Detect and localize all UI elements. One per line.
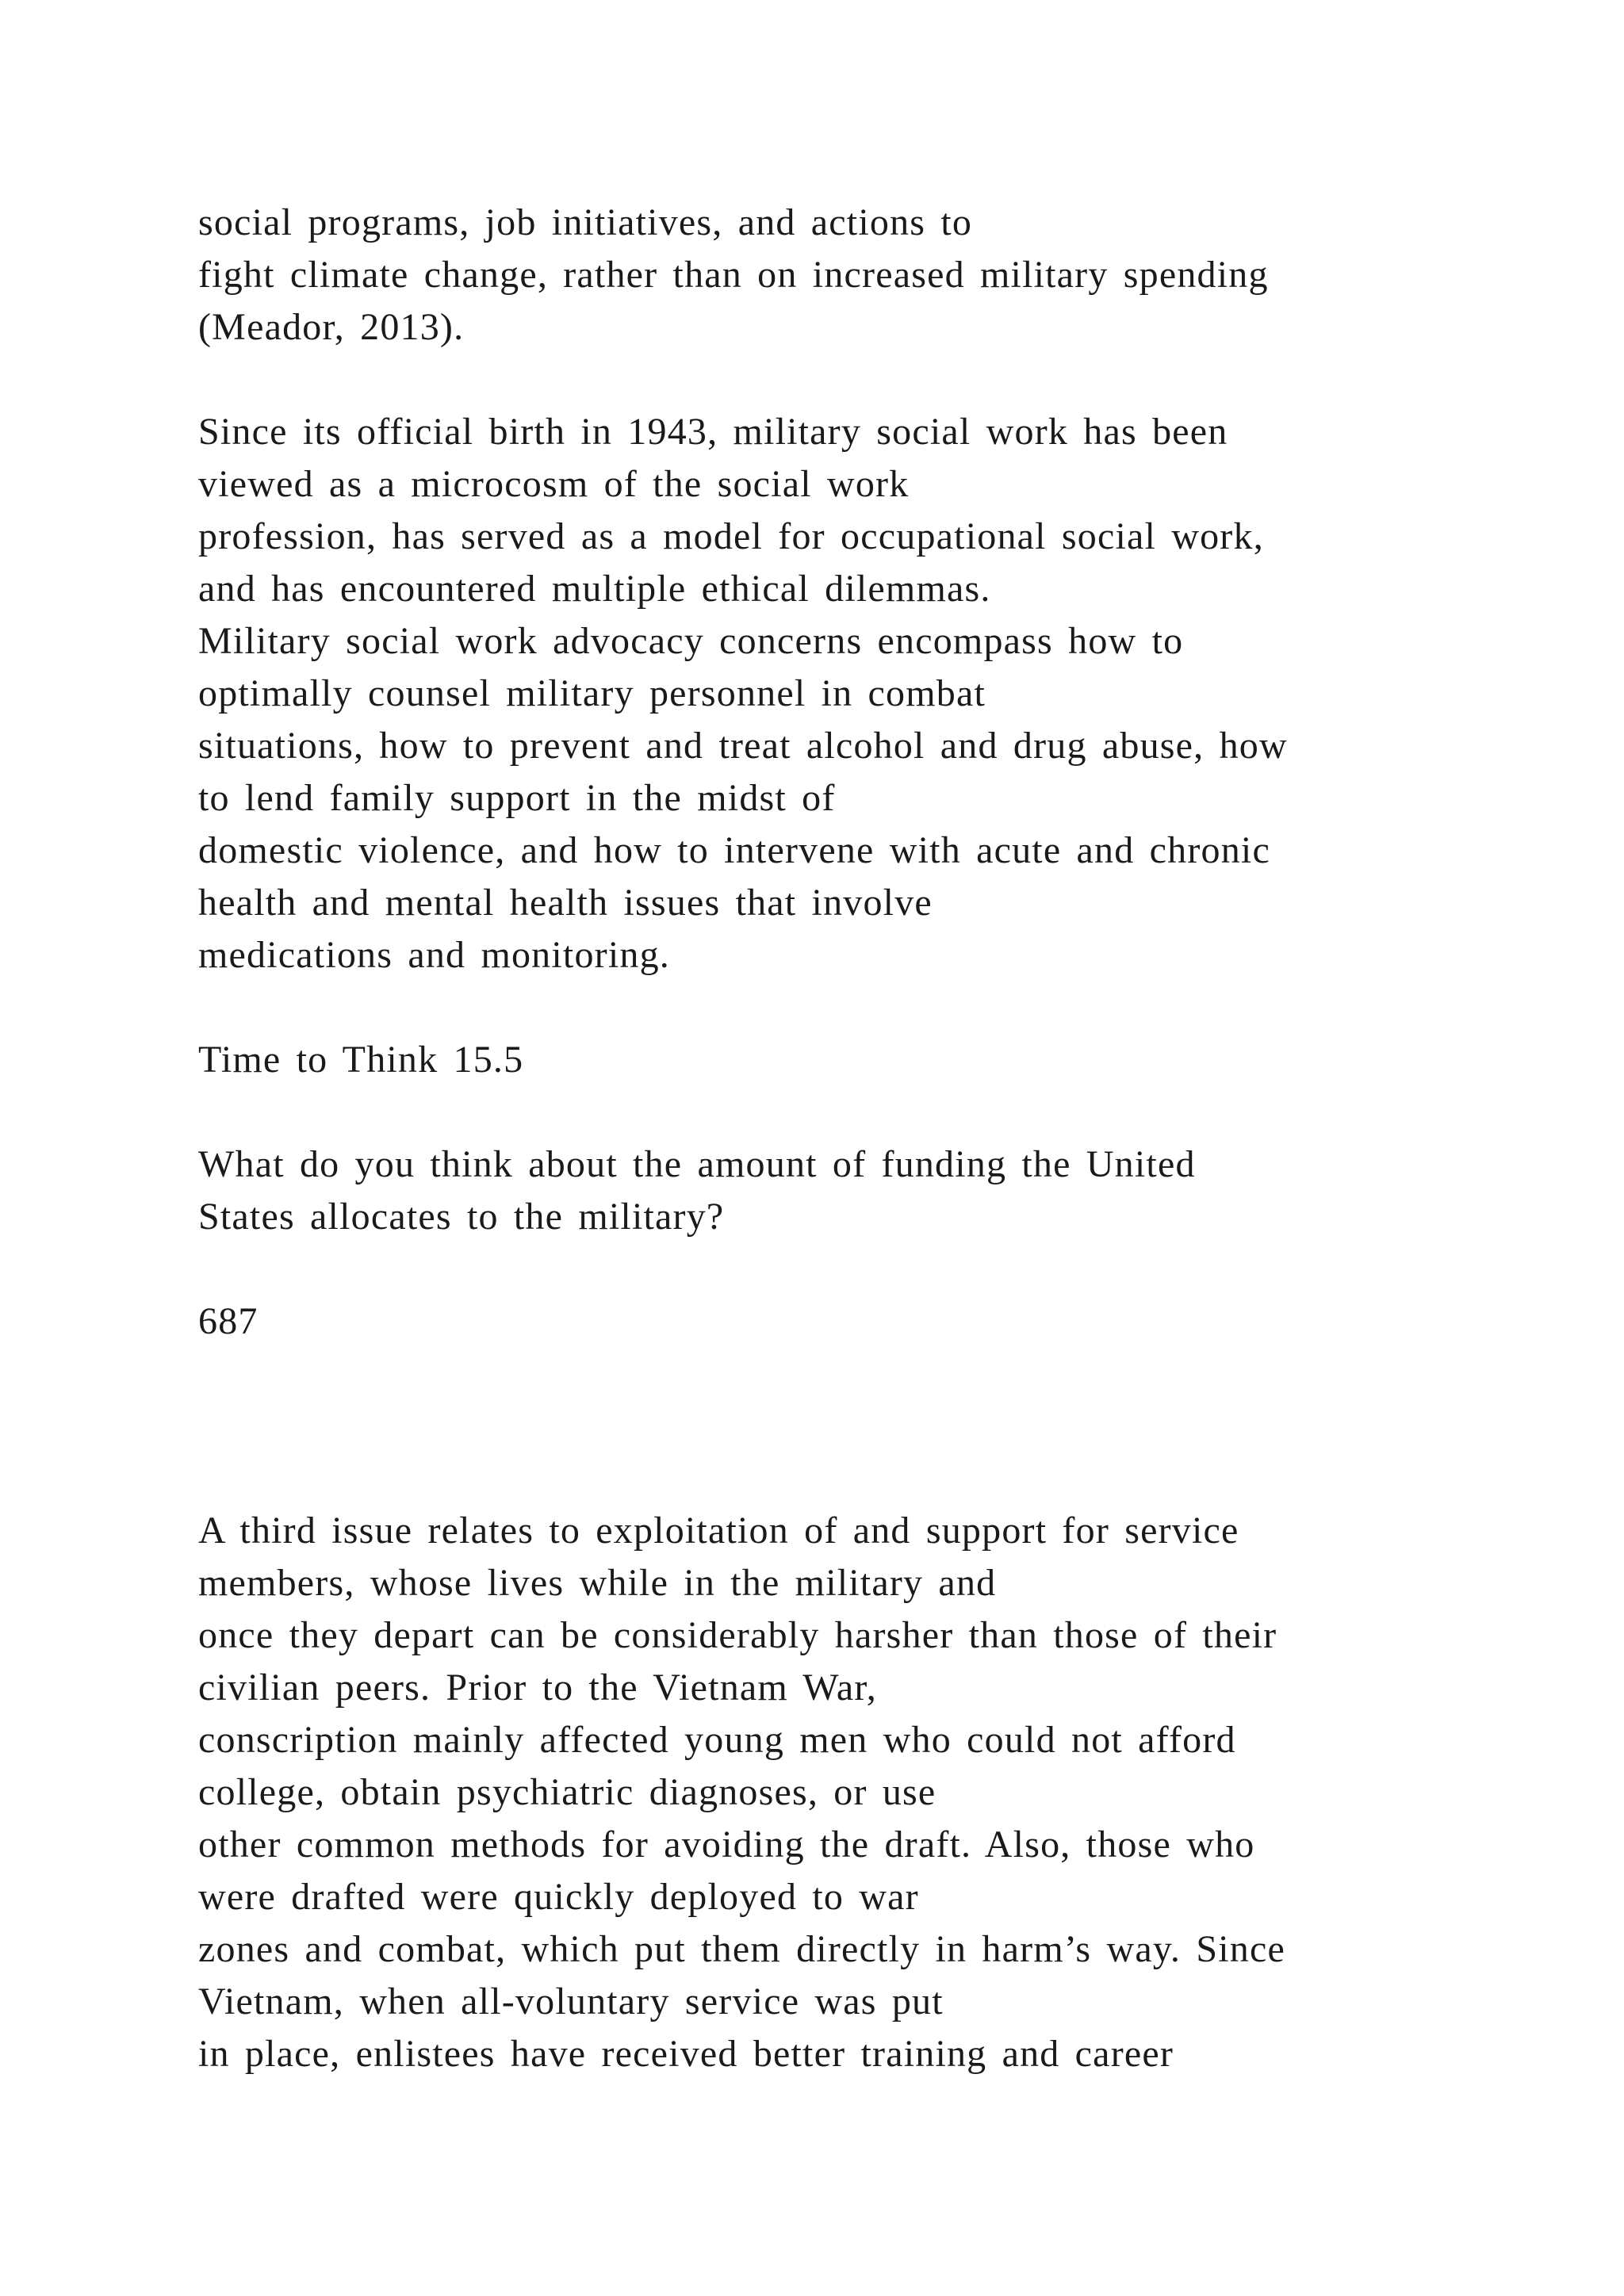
text-line: and has encountered multiple ethical dilemmas.	[198, 568, 991, 610]
text-line: viewed as a microcosm of the social work	[198, 463, 910, 505]
text-line: civilian peers. Prior to the Vietnam War,	[198, 1667, 877, 1709]
text-line: health and mental health issues that involve	[198, 882, 933, 924]
text-line: social programs, job initiatives, and actions to	[198, 201, 973, 243]
text-line: medications and monitoring.	[198, 934, 670, 976]
text-line: conscription mainly affected young men who could not afford	[198, 1719, 1236, 1761]
text-line: other common methods for avoiding the draft. Also, those who	[198, 1823, 1255, 1866]
text-line: What do you think about the amount of funding the United	[198, 1143, 1196, 1185]
text-line: members, whose lives while in the military and	[198, 1562, 997, 1604]
text-line: fight climate change, rather than on increased military spending	[198, 254, 1269, 296]
text-line: Since its official birth in 1943, military social work has been	[198, 411, 1228, 453]
text-line: (Meador, 2013).	[198, 306, 465, 348]
text-line: A third issue relates to exploitation of and support for service	[198, 1510, 1239, 1552]
text-line: zones and combat, which put them directly in harm’s way. Since	[198, 1928, 1285, 1970]
text-line: States allocates to the military?	[198, 1196, 725, 1238]
text-line: to lend family support in the midst of	[198, 777, 836, 819]
text-line: domestic violence, and how to intervene with acute and chronic	[198, 829, 1270, 871]
section-heading: Time to Think 15.5	[198, 1039, 524, 1081]
text-line: once they depart can be considerably harsher than those of their	[198, 1614, 1277, 1656]
text-line: optimally counsel military personnel in combat	[198, 672, 986, 714]
text-line: profession, has served as a model for occupational social work,	[198, 515, 1264, 557]
text-line: were drafted were quickly deployed to war	[198, 1876, 919, 1918]
text-line: college, obtain psychiatric diagnoses, or use	[198, 1771, 936, 1813]
text-line: Military social work advocacy concerns encompass how to	[198, 620, 1184, 662]
text-line: Vietnam, when all-voluntary service was put	[198, 1980, 944, 2022]
page-number: 687	[198, 1300, 259, 1342]
text-line: in place, enlistees have received better training and career	[198, 2033, 1174, 2075]
text-line: situations, how to prevent and treat alcohol and drug abuse, how	[198, 725, 1288, 767]
